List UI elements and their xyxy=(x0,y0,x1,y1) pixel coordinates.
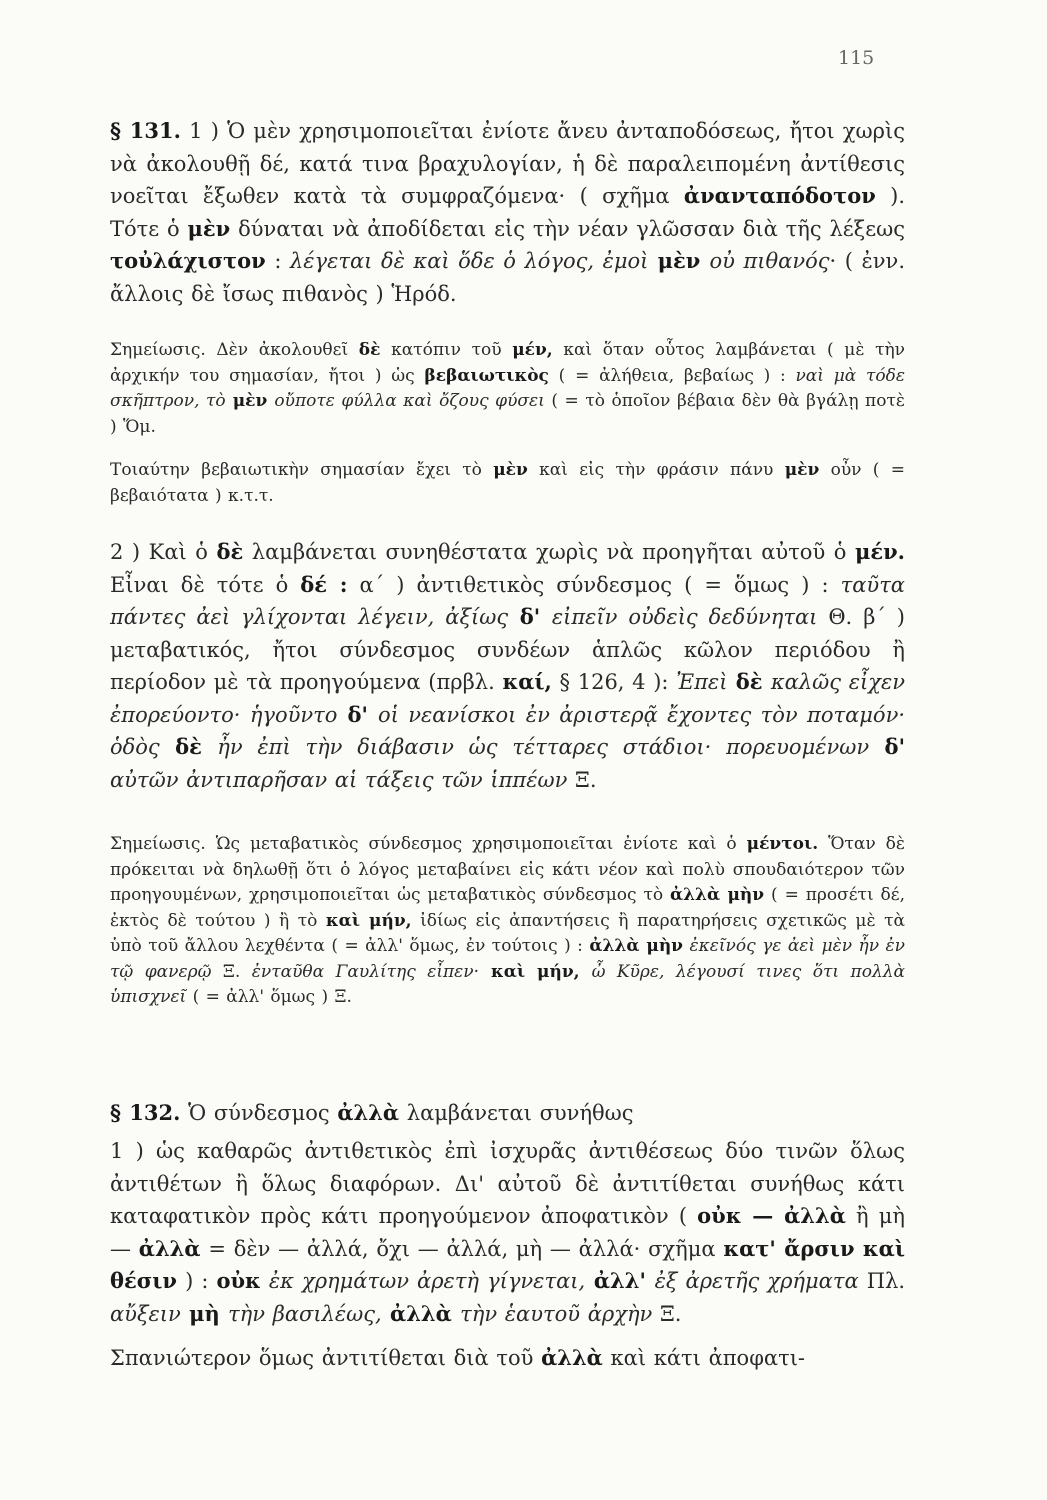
bold-term: μὲν xyxy=(225,391,275,411)
text: ) : xyxy=(177,1269,217,1293)
italic-quote: ἐξ ἀρετῆς χρήματα xyxy=(654,1269,859,1293)
bold-term: ἀνανταπόδοτον xyxy=(683,183,876,208)
text: Ὁ σύνδεσμος xyxy=(180,1101,338,1125)
italic-quote: οὐ πιθανός xyxy=(709,249,830,273)
bold-term: τοὐλάχιστον xyxy=(110,248,266,273)
note-paragraph-3 xyxy=(110,832,905,1011)
italic-quote: οἱ νεανίσκοι ἐν ἀριστερᾷ ἔχοντες τὸν ποταμόν· ὁδὸς xyxy=(110,702,906,759)
italic-quote: αὔξειν xyxy=(110,1301,181,1326)
text: ). Τότε ὁ xyxy=(110,184,905,241)
text: ( = τὸ ὁποῖον βέβαια δὲν θὰ βγάλῃ ποτὲ ) Ὅμ. xyxy=(110,391,905,437)
bold-term: δὲ xyxy=(727,669,771,694)
text: λαμβάνεται συνηθέστατα χωρὶς νὰ προηγῆται αὐτοῦ ὁ xyxy=(243,540,855,564)
text: : xyxy=(265,249,290,273)
note-paragraph-1 xyxy=(110,338,905,440)
text: ἢ μὴ — xyxy=(110,1204,905,1261)
text: καὶ ὅταν οὗτος λαμβάνεται ( μὲ τὴν ἀρχικήν του σημασίαν, ἤτοι ) ὡς xyxy=(110,340,906,386)
bold-term: μὲν xyxy=(187,215,231,241)
page-number: 115 xyxy=(838,47,875,69)
italic-quote: ἐκ χρημάτων ἀρετὴ γίγνεται, xyxy=(260,1269,586,1293)
bold-term: οὐκ — ἀλλὰ xyxy=(697,1203,846,1228)
text: ( = ἀλήθεια, βεβαίως ) : xyxy=(548,365,796,386)
bold-term: ἀλλὰ xyxy=(337,1100,400,1125)
text: 1 ) Ὁ μὲν χρησιμοποιεῖται ἐνίοτε ἄνευ ἀνταποδόσεως, ἤτοι χωρὶς νὰ ἀκολουθῇ δέ, κατά τινα βραχυλογίαν, ἡ δὲ παραλειπομένη ἀντίθεσις νοεῖται ἔξωθεν κατὰ τὰ συμφραζόμενα· ( σχῆμα xyxy=(110,119,905,208)
bold-term: μὲν xyxy=(493,460,528,480)
bold-term: ἀλλὰ xyxy=(541,1345,603,1370)
italic-quote: λέγεται δὲ καὶ ὅδε ὁ λόγος, ἐμοὶ xyxy=(289,249,649,273)
text: 1 ) ὡς καθαρῶς ἀντιθετικὸς ἐπὶ ἰσχυρᾶς ἀντιθέσεως δύο τινῶν ὅλως ἀντιθέτων ἢ ὅλως διαφόρων. Δι' αὐτοῦ δὲ ἀντιτίθεται συνήθως κάτι καταφατικὸν πρὸς κάτι προηγούμενον ἀποφατικὸν ( xyxy=(110,1139,905,1228)
section-131-paragraph-2 xyxy=(110,536,905,796)
text: κατόπιν τοῦ xyxy=(380,340,513,360)
bold-term: ἀλλὰ μὴν xyxy=(670,885,765,905)
italic-quote: ἦν ἐπὶ τὴν διάβασιν ὡς τέτταρες στάδιοι· πορευομένων xyxy=(217,735,870,759)
bold-term: καὶ μήν, xyxy=(325,910,412,931)
bold-term: δ' xyxy=(337,701,378,727)
text: Πλ. xyxy=(858,1269,906,1293)
section-number: § 132. xyxy=(110,1100,181,1125)
italic-quote: οὔποτε φύλλα καὶ ὄζους φύσει xyxy=(274,391,545,411)
bold-term: μὲν xyxy=(784,460,820,480)
text: Ξ. xyxy=(567,767,597,792)
bold-term: μέντοι. xyxy=(746,834,819,854)
bold-term: οὐκ xyxy=(216,1268,261,1293)
text: Ὅταν δὲ πρόκειται νὰ δηλωθῇ ὅτι ὁ λόγος μεταβαίνει εἰς κάτι νέον καὶ πολὺ σπουδαιότερον τῶν προηγουμένων, χρησιμοποιεῖται ὡς μεταβατικὸς σύνδεσμος τὸ xyxy=(110,834,905,905)
section-132-paragraph-2 xyxy=(110,1342,905,1375)
bold-term: μέν. xyxy=(854,539,905,564)
bold-term: βεβαιωτικὸς xyxy=(424,365,549,386)
text: = δὲν — ἀλλά, ὄχι — ἀλλά, μὴ — ἀλλά· σχῆμα xyxy=(200,1236,724,1261)
text: § 126, 4 ): xyxy=(551,670,677,694)
bold-term: καὶ μήν, xyxy=(479,961,592,982)
bold-term: μέν, xyxy=(512,340,553,360)
section-number: § 131. xyxy=(110,118,181,143)
bold-term: δὲ xyxy=(358,340,381,360)
text: 2 ) Καὶ ὁ xyxy=(110,540,217,564)
text: · ( ἐνν. ἄλλοις δὲ ἴσως πιθανὸς ) Ἡρόδ. xyxy=(110,249,905,306)
text: Θ. β΄ ) μεταβατικός, ἤτοι σύνδεσμος συνδέων ἁπλῶς κῶλον περιόδου ἢ περίοδον μὲ τὰ προηγούμενα (πρβλ. xyxy=(110,605,905,694)
bold-term: κατ' ἄρσιν καὶ θέσιν xyxy=(110,1235,905,1293)
text: Σημείωσις. Δὲν ἀκολουθεῖ xyxy=(110,340,359,360)
bold-term: μὲν xyxy=(648,248,710,273)
bold-term: ἀλλὰ xyxy=(138,1235,201,1261)
bold-term: δέ : xyxy=(300,571,348,597)
bold-term: δ' xyxy=(869,734,905,759)
section-131-paragraph-1 xyxy=(110,115,905,310)
text: Σημείωσις. Ὡς μεταβατικὸς σύνδεσμος χρησιμοποιεῖται ἐνίοτε καὶ ὁ xyxy=(110,834,747,854)
italic-quote: ἐνταῦθα Γαυλίτης εἶπεν· xyxy=(251,961,480,982)
text: ἰδίως εἰς ἀπαντήσεις ἢ παρατηρήσεις σχετικῶς μὲ τὰ ὑπὸ τοῦ ἄλλου λεχθέντα ( = ἀλλ' ὅμως, ἐν τούτοις ) : xyxy=(110,910,905,956)
bold-term: ἀλλὰ μὴν xyxy=(589,936,683,956)
text: Σπανιώτερον ὅμως ἀντιτίθεται διὰ τοῦ xyxy=(110,1346,542,1370)
bold-term: δὲ xyxy=(159,734,218,759)
bold-term: ἀλλὰ xyxy=(381,1300,461,1326)
italic-quote: ταῦτα πάντες ἀεὶ γλίχονται λέγειν, ἀξίως xyxy=(110,572,905,629)
italic-quote: αὐτῶν ἀντιπαρῆσαν αἱ τάξεις τῶν ἱππέων xyxy=(110,767,568,792)
italic-quote: τὴν ἑαυτοῦ ἀρχὴν xyxy=(460,1301,653,1326)
text: ( = ἀλλ' ὅμως ) Ξ. xyxy=(186,987,352,1007)
italic-quote: ναὶ μὰ τόδε σκῆπτρον, τὸ xyxy=(110,365,905,411)
italic-quote: Ἐπεὶ xyxy=(676,670,728,694)
text: α΄ ) ἀντιθετικὸς σύνδεσμος ( = ὅμως ) : xyxy=(347,572,841,597)
text: Ξ. xyxy=(211,961,252,982)
text: λαμβάνεται συνήθως xyxy=(399,1101,634,1125)
text: Ξ. xyxy=(652,1301,682,1326)
text: ( = προσέτι δέ, ἐκτὸς δὲ τούτου ) ἢ τὸ xyxy=(110,885,906,931)
text: καὶ εἰς τὴν φράσιν πάνυ xyxy=(527,460,785,480)
bold-term: μὴ xyxy=(180,1300,229,1326)
italic-quote: εἰπεῖν οὐδεὶς δεδύνηται xyxy=(551,605,818,629)
section-132-paragraph-1 xyxy=(110,1135,905,1330)
note-paragraph-2 xyxy=(110,458,905,509)
italic-quote: ὦ Κῦρε, λέγουσί τινες ὅτι πολλὰ ὑπισχνεῖ xyxy=(110,961,905,1007)
italic-quote: καλῶς εἶχεν ἐπορεύοντο· ἡγοῦντο xyxy=(110,670,906,727)
section-132-heading xyxy=(110,1097,905,1130)
bold-term: δὲ xyxy=(216,539,244,564)
text: οὖν ( = βεβαιότατα ) κ.τ.τ. xyxy=(110,460,905,506)
text: Τοιαύτην βεβαιωτικὴν σημασίαν ἔχει τὸ xyxy=(110,460,494,480)
bold-term: δ' xyxy=(508,604,552,629)
text: Εἶναι δὲ τότε ὁ xyxy=(110,572,301,597)
bold-term: καί, xyxy=(502,669,552,694)
text: δύναται νὰ ἀποδίδεται εἰς τὴν νέαν γλῶσσαν διὰ τῆς λέξεως xyxy=(230,216,905,241)
italic-quote: τὴν βασιλέως, xyxy=(228,1301,382,1326)
text: καὶ κάτι ἀποφατι- xyxy=(602,1346,806,1370)
italic-quote: ἐκεῖνός γε ἀεὶ μὲν ἦν ἐν τῷ φανερῷ xyxy=(110,936,905,982)
bold-term: ἀλλ' xyxy=(585,1268,655,1293)
